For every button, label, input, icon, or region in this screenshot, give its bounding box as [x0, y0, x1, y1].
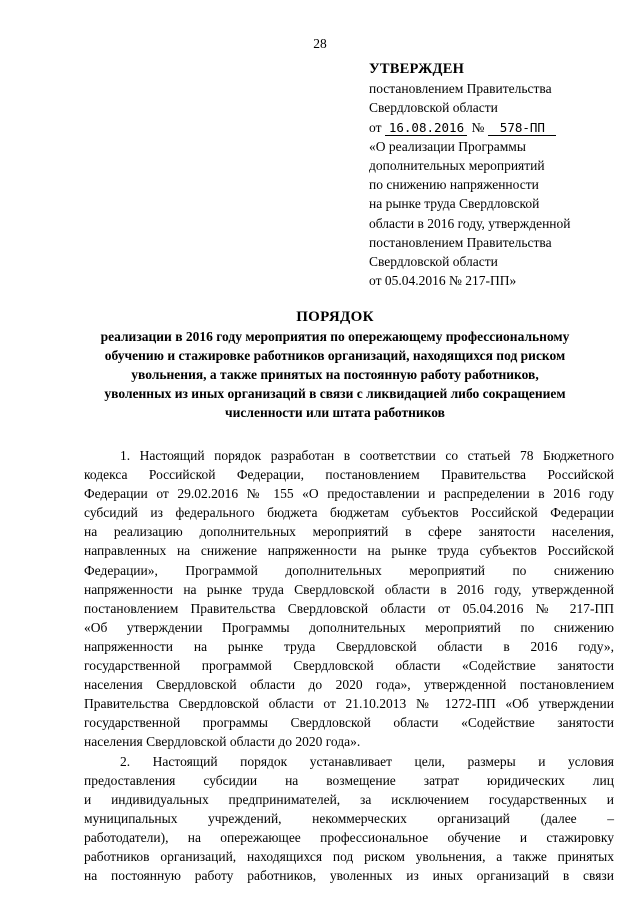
paragraph-line: на постоянную работу работников, уволенных из иных организаций в связи [84, 868, 614, 884]
approval-stamp [369, 60, 619, 290]
paragraph-line: направленных на снижение напряженности на рынке труда субъектов Российской [84, 543, 614, 559]
page-number: 28 [313, 36, 327, 51]
paragraph-line: напряженности на рынке труда Свердловской области в 2016 году, утвержденной [84, 581, 614, 597]
document-subtitle-line: численности или штата работников [225, 405, 445, 420]
document-title: ПОРЯДОК [296, 309, 374, 325]
approval-line: от 05.04.2016 № 217-ПП» [369, 273, 517, 289]
approval-line: дополнительных мероприятий [369, 158, 545, 174]
paragraph-line: предоставления субсидии на возмещение затрат юридических лиц [84, 772, 614, 788]
paragraph-line: кодекса Российской Федерации, постановлением Правительства Российской [84, 467, 614, 483]
approval-line: постановлением Правительства [369, 81, 552, 97]
paragraph-line: муниципальных учреждений, некоммерческих организаций (далее – [84, 810, 614, 826]
approval-line: Свердловской области [369, 100, 498, 116]
approval-line: области в 2016 году, утвержденной [369, 215, 571, 231]
paragraph-line: государственной программой Свердловской области «Содействие занятости [84, 658, 614, 674]
paragraph-line: постановлением Правительства Свердловской области от 05.04.2016 № 217-ПП [84, 600, 614, 616]
paragraph-line: работодатели), на опережающее профессиональное обучение и стажировку [84, 829, 614, 845]
approval-line: на рынке труда Свердловской [369, 196, 540, 212]
paragraph-line: на реализацию дополнительных мероприятий в сфере занятости населения, [84, 524, 614, 540]
paragraph-line: государственной программы Свердловской области «Содействие занятости [84, 715, 614, 731]
date-prefix: от [369, 119, 382, 135]
paragraph-line: 2. Настоящий порядок устанавливает цели, размеры и условия [120, 753, 614, 769]
paragraph-line: 1. Настоящий порядок разработан в соответствии со статьей 78 Бюджетного [120, 448, 614, 463]
document-subtitle-line: реализации в 2016 году мероприятия по опережающему профессиональному [100, 329, 570, 344]
paragraph-1 [84, 446, 614, 752]
approval-line: Свердловской области [369, 254, 498, 270]
approval-line: по снижению напряженности [369, 177, 539, 193]
paragraph-line: субсидий из федерального бюджета бюджетам субъектов Российской Федерации [84, 505, 614, 521]
document-subtitle-line: увольнения, а также принятых на постоянную работу работников, [131, 367, 539, 382]
approval-date-field: 16.08.2016 [385, 120, 467, 136]
document-subtitle-line: уволенных из иных организаций в связи с ликвидацией либо сокращением [104, 386, 566, 401]
paragraph-line: Федерации», Программой дополнительных мероприятий по снижению [84, 562, 614, 578]
number-prefix: № [471, 119, 485, 135]
paragraph-line: и индивидуальных предпринимателей, за исключением государственных и [84, 791, 614, 807]
approval-document-reference [369, 118, 619, 137]
document-body [84, 446, 614, 885]
document-subtitle-line: обучению и стажировке работников организаций, находящихся под риском [104, 348, 566, 363]
approval-line: «О реализации Программы [369, 138, 526, 154]
approval-heading: УТВЕРЖДЕН [369, 61, 465, 77]
paragraph-line: Федерации от 29.02.2016 № 155 «О предоставлении и распределении в 2016 году [84, 486, 614, 502]
paragraph-line: напряженности на рынке труда Свердловской области в 2016 году», [84, 638, 614, 654]
approval-number-field: 578-ПП [488, 120, 556, 136]
paragraph-2 [84, 752, 614, 886]
paragraph-line: Правительства Свердловской области от 21.10.2013 № 1272-ПП «Об утверждении [84, 696, 614, 712]
approval-line: постановлением Правительства [369, 234, 552, 250]
document-title-block [70, 307, 600, 422]
paragraph-line: населения Свердловской области до 2020 года», утвержденной постановлением [84, 677, 614, 693]
paragraph-line: работников организаций, находящихся под риском увольнения, а также принятых [84, 848, 614, 864]
paragraph-line: населения Свердловской области до 2020 года». [84, 734, 361, 750]
paragraph-line: «Об утверждении Программы дополнительных мероприятий по снижению [84, 619, 614, 635]
